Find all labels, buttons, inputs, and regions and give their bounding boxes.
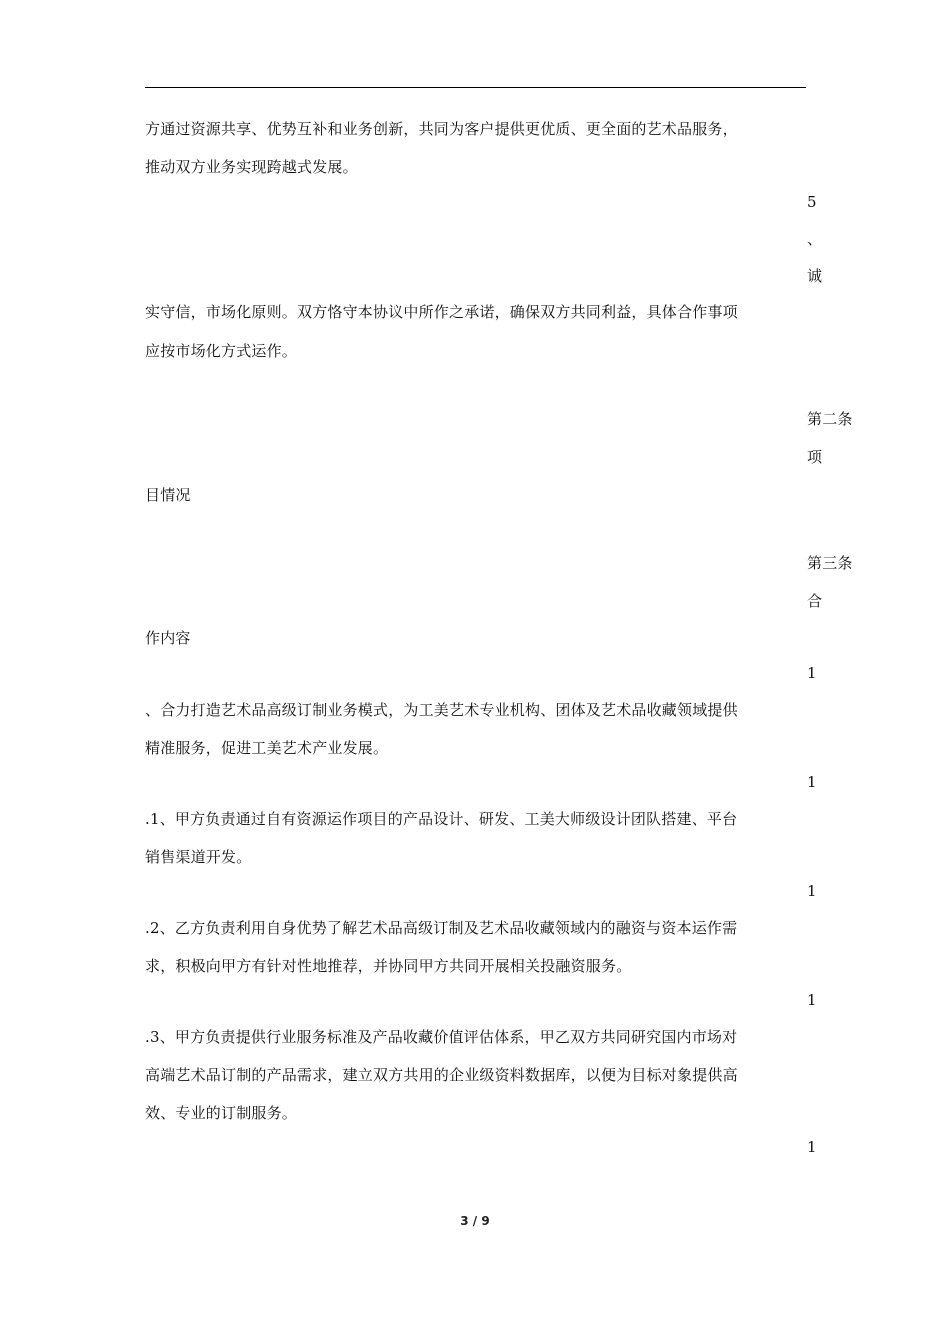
article-heading: 第三条: [807, 554, 853, 572]
clause-number: 1: [807, 882, 817, 900]
clause-number: 1: [807, 1138, 817, 1156]
article-heading-fragment: 作内容: [145, 629, 191, 647]
body-line: 推动双方业务实现跨越式发展。: [145, 158, 358, 176]
body-line: 高端艺术品订制的产品需求，建立双方共用的企业级资料数据库，以便为目标对象提供高: [145, 1066, 738, 1084]
body-line: 实守信，市场化原则。双方恪守本协议中所作之承诺，确保双方共同利益，具体合作事项: [145, 303, 738, 321]
body-line: 应按市场化方式运作。: [145, 342, 298, 360]
header-rule: [145, 87, 806, 88]
body-line: 方通过资源共享、优势互补和业务创新，共同为客户提供更优质、更全面的艺术品服务，: [145, 120, 738, 138]
article-heading-fragment: 项: [807, 448, 823, 466]
body-line: 精准服务，促进工美艺术产业发展。: [145, 739, 389, 757]
clause-number: 1: [807, 991, 817, 1009]
article-heading-fragment: 目情况: [145, 486, 191, 504]
body-line: 销售渠道开发。: [145, 848, 252, 866]
article-heading-fragment: 合: [807, 592, 823, 610]
clause-number: 5: [807, 193, 817, 211]
clause-number: 1: [807, 773, 817, 791]
body-line: 效、专业的订制服务。: [145, 1104, 298, 1122]
article-heading: 第二条: [807, 410, 853, 428]
page-number: 3 / 9: [460, 1214, 490, 1228]
body-line: 、合力打造艺术品高级订制业务模式，为工美艺术专业机构、团体及艺术品收藏领域提供: [145, 701, 738, 719]
body-line: .2、乙方负责利用自身优势了解艺术品高级订制及艺术品收藏领域内的融资与资本运作需: [145, 919, 738, 937]
body-line: .3、甲方负责提供行业服务标准及产品收藏价值评估体系，甲乙双方共同研究国内市场对: [145, 1028, 738, 1046]
clause-separator: 、: [807, 230, 823, 248]
body-line: .1、甲方负责通过自有资源运作项目的产品设计、研发、工美大师级设计团队搭建、平台: [145, 810, 738, 828]
body-line: 求，积极向甲方有针对性地推荐，并协同甲方共同开展相关投融资服务。: [145, 957, 632, 975]
body-fragment: 诚: [807, 267, 823, 285]
clause-number: 1: [807, 664, 817, 682]
